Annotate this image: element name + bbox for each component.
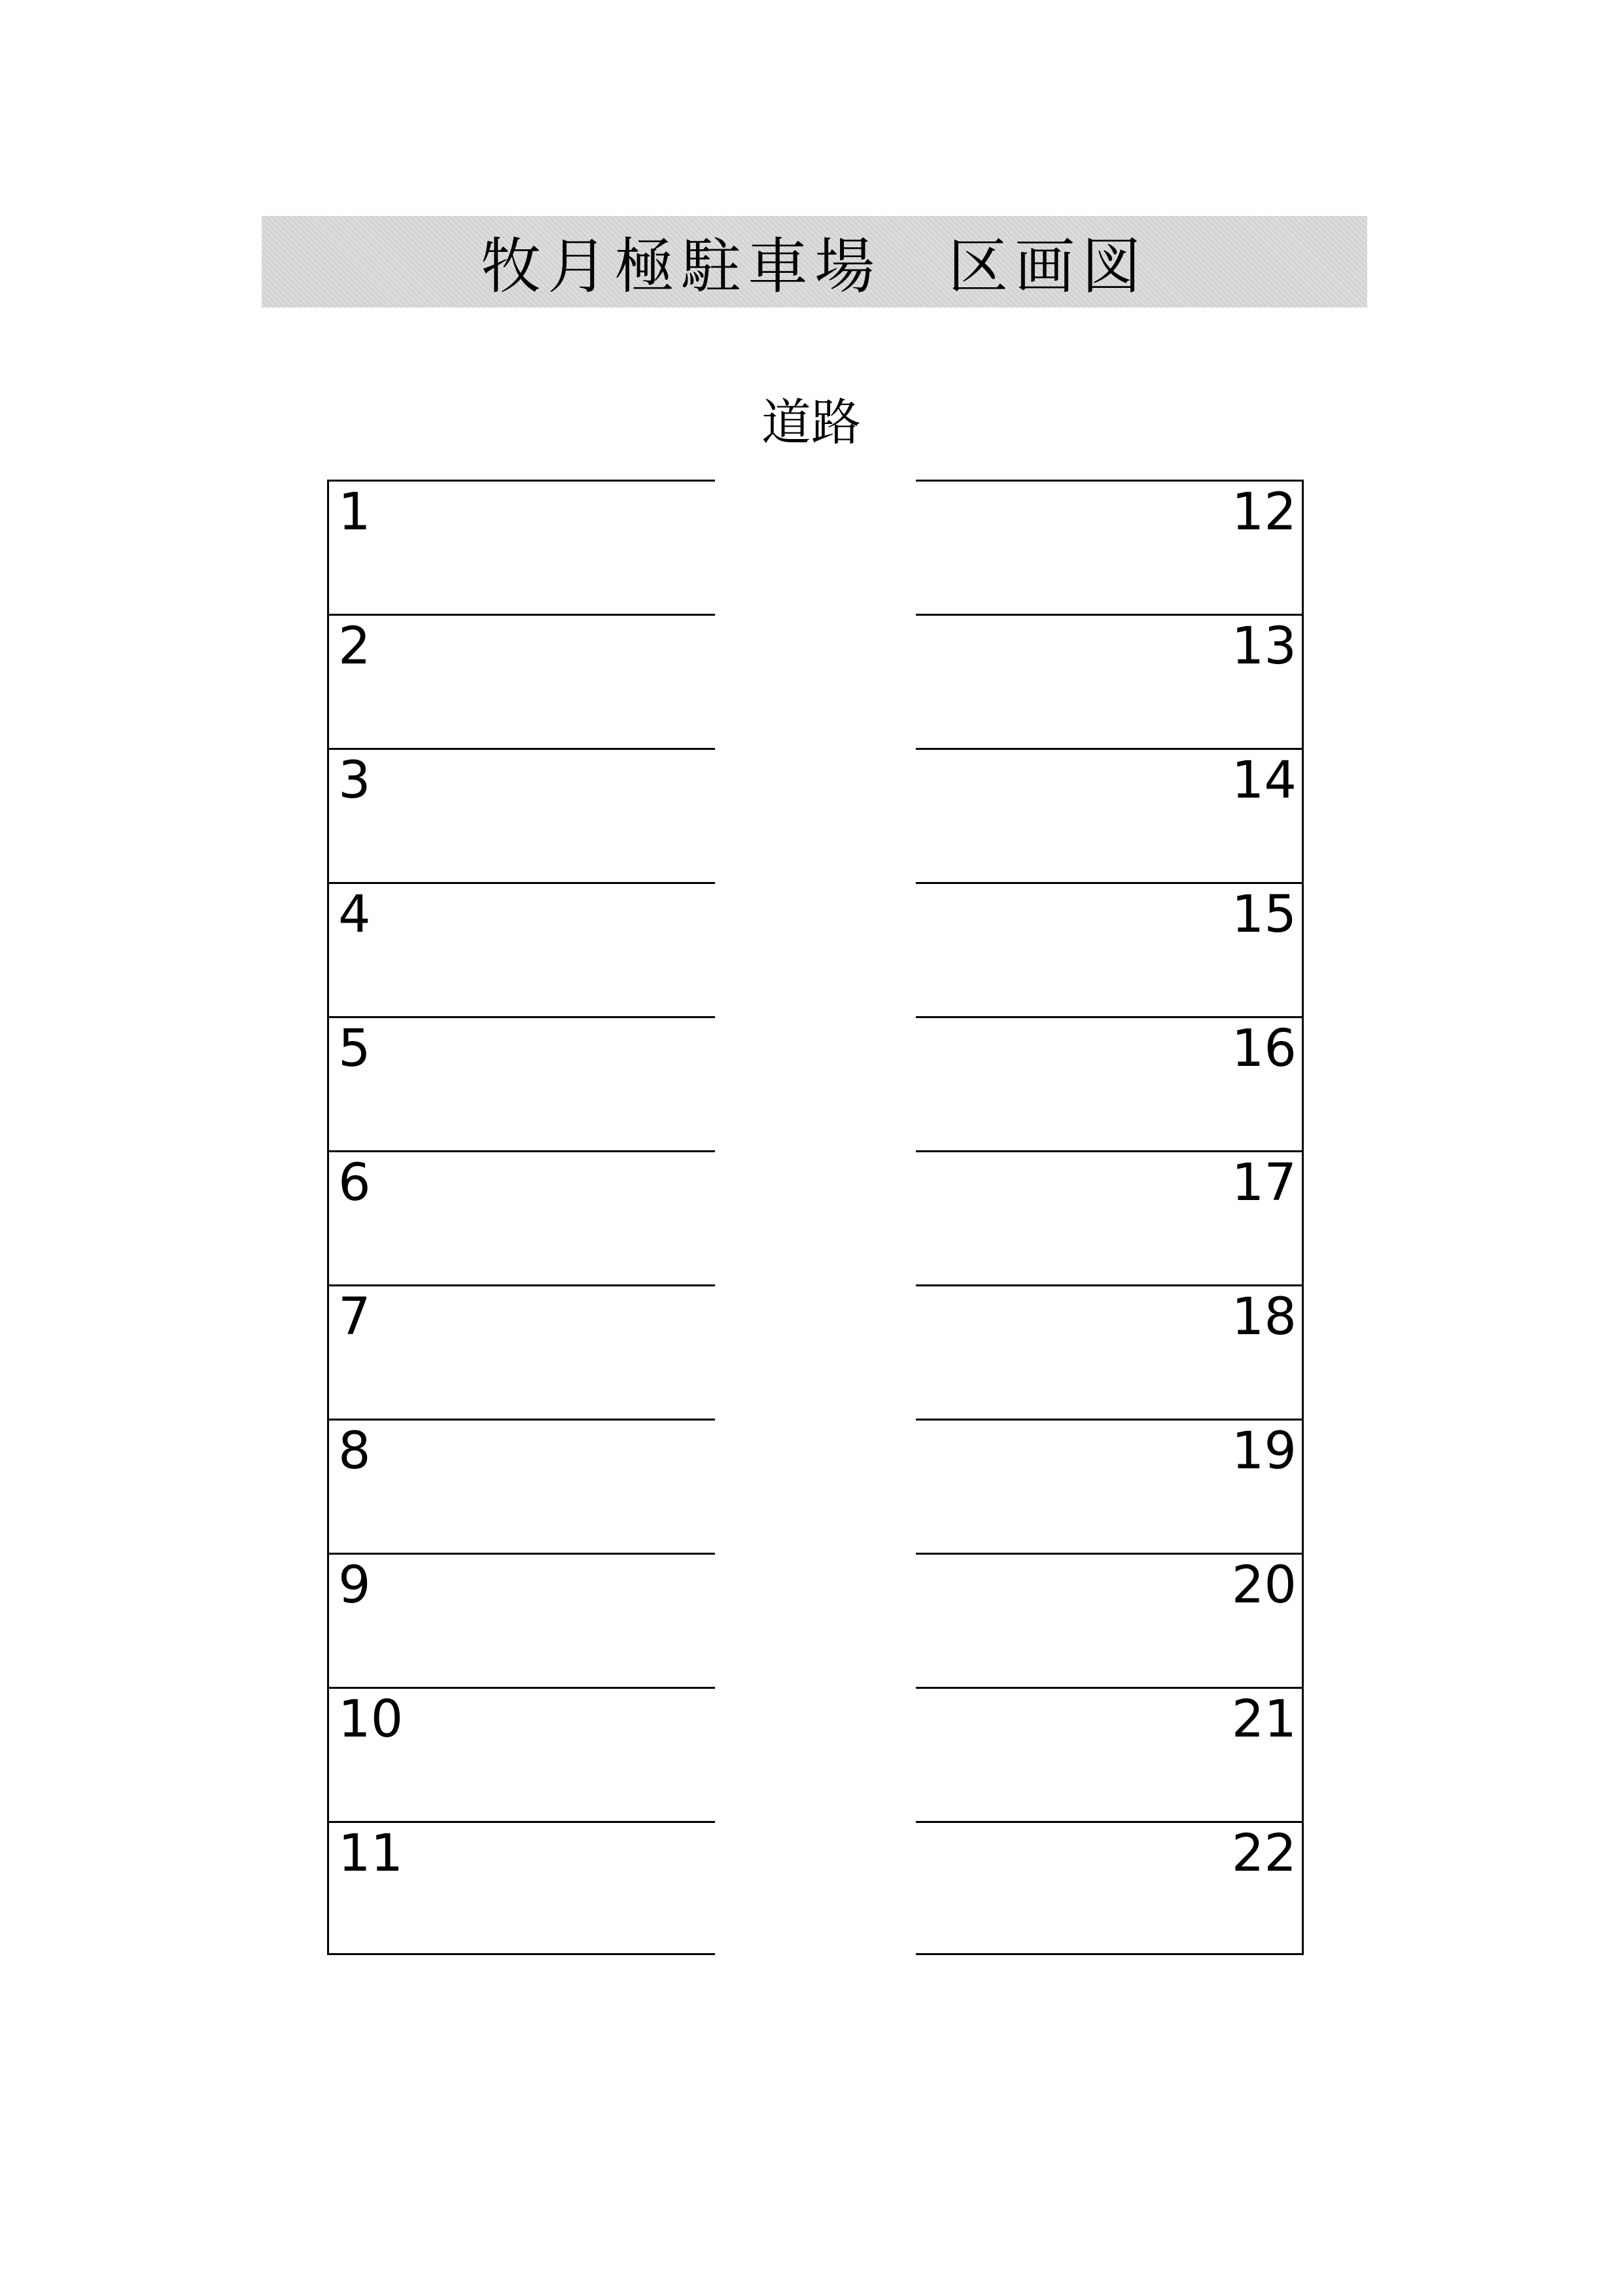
page-title: 牧月極駐車場 区画図 xyxy=(480,232,1148,302)
parking-stall xyxy=(329,1284,715,1419)
road-label: 道路 xyxy=(761,393,861,451)
parking-stall xyxy=(916,480,1302,614)
stall-number: 3 xyxy=(338,751,371,810)
stall-number: 5 xyxy=(338,1019,371,1078)
stall-number: 15 xyxy=(1231,885,1297,944)
stall-number: 13 xyxy=(1231,617,1297,676)
parking-stall xyxy=(329,882,715,1016)
stall-number: 18 xyxy=(1231,1288,1297,1347)
stall-number: 12 xyxy=(1231,483,1297,542)
stall-number: 4 xyxy=(338,885,371,944)
parking-stall xyxy=(329,1553,715,1687)
parking-stall xyxy=(329,1687,715,1821)
parking-stall xyxy=(916,1687,1302,1821)
parking-stall xyxy=(329,1150,715,1284)
parking-stall xyxy=(916,1284,1302,1419)
stall-number: 11 xyxy=(338,1824,404,1883)
parking-stall xyxy=(916,1016,1302,1150)
parking-stall xyxy=(916,882,1302,1016)
parking-stall xyxy=(916,1419,1302,1553)
parking-stall xyxy=(329,1419,715,1553)
parking-stall xyxy=(916,1150,1302,1284)
stall-number: 2 xyxy=(338,617,371,676)
parking-stall xyxy=(329,1821,715,1955)
parking-stall xyxy=(329,1016,715,1150)
parking-stall xyxy=(329,748,715,882)
parking-stall xyxy=(916,1553,1302,1687)
parking-stall xyxy=(329,480,715,614)
parking-stall xyxy=(916,748,1302,882)
right-stall-column xyxy=(916,480,1304,1955)
stall-number: 16 xyxy=(1231,1019,1297,1078)
parking-stall xyxy=(329,614,715,748)
parking-stall xyxy=(916,614,1302,748)
stall-number: 6 xyxy=(338,1154,371,1212)
stall-number: 19 xyxy=(1231,1422,1297,1481)
stall-number: 1 xyxy=(338,483,371,542)
stall-number: 10 xyxy=(338,1690,404,1749)
stall-number: 7 xyxy=(338,1288,371,1347)
left-stall-column xyxy=(327,480,715,1955)
stall-number: 8 xyxy=(338,1422,371,1481)
stall-number: 9 xyxy=(338,1556,371,1615)
stall-number: 22 xyxy=(1231,1824,1297,1883)
title-banner xyxy=(262,216,1367,308)
stall-number: 14 xyxy=(1231,751,1297,810)
stall-number: 21 xyxy=(1231,1690,1297,1749)
parking-stall xyxy=(916,1821,1302,1955)
stall-number: 17 xyxy=(1231,1154,1297,1212)
stall-number: 20 xyxy=(1231,1556,1297,1615)
